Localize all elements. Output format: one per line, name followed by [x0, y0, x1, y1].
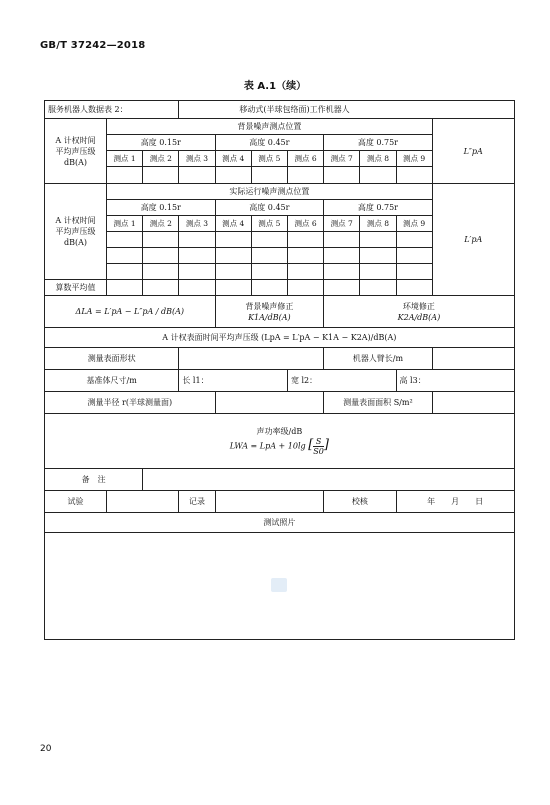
actual-point: 测点 9 [396, 216, 432, 232]
remarks-label: 备 注 [45, 469, 143, 491]
actual-cell [215, 248, 251, 264]
bg-cell [215, 167, 251, 184]
surface-avg-level: A 计权表面时间平均声压级 (LpA = L′pA − K1A − K2A)/dB(A) [45, 328, 515, 348]
avg-cell [143, 280, 179, 296]
arm-length-value [432, 348, 514, 370]
actual-point: 测点 3 [179, 216, 215, 232]
radius-value [215, 392, 324, 414]
actual-point: 测点 8 [360, 216, 396, 232]
actual-cell [143, 248, 179, 264]
actual-cell [287, 248, 323, 264]
bg-cell [287, 167, 323, 184]
test-label: 试验 [45, 491, 107, 513]
actual-cell [107, 264, 143, 280]
actual-cell [360, 248, 396, 264]
actual-symbol: L′pA [432, 184, 514, 296]
actual-cell [324, 264, 360, 280]
sound-power-level: 声功率级/dB LWA = LpA + 10lg [ $\frac{S}{S0}$ ] [45, 414, 515, 469]
bg-point: 测点 9 [396, 151, 432, 167]
bg-point: 测点 4 [215, 151, 251, 167]
actual-point: 测点 7 [324, 216, 360, 232]
actual-cell [107, 232, 143, 248]
actual-cell [107, 248, 143, 264]
area-value [432, 392, 514, 414]
actual-row-label: A 计权时间 平均声压级 dB(A) [45, 184, 107, 280]
actual-point: 测点 1 [107, 216, 143, 232]
avg-cell [324, 280, 360, 296]
bg-point: 测点 8 [360, 151, 396, 167]
actual-cell [251, 232, 287, 248]
actual-cell [324, 232, 360, 248]
bg-cell [143, 167, 179, 184]
test-value [107, 491, 179, 513]
length-field: 长 l1： [179, 370, 288, 392]
image-placeholder-icon [271, 578, 287, 592]
actual-cell [396, 264, 432, 280]
actual-cell [179, 248, 215, 264]
bg-cell [324, 167, 360, 184]
env-correction: 环境修正 K2A/dB(A) [324, 296, 515, 328]
actual-title: 实际运行噪声测点位置 [107, 184, 433, 200]
bg-cell [251, 167, 287, 184]
bg-point: 测点 6 [287, 151, 323, 167]
radius-label: 测量半径 r(半球测量面) [45, 392, 216, 414]
page-number: 20 [40, 744, 52, 754]
robot-type: 移动式(半球包络面)工作机器人 [179, 101, 514, 119]
height-field: 高 l3： [396, 370, 514, 392]
avg-cell [251, 280, 287, 296]
delta-formula: ΔLA = L′pA − L″pA / dB(A) [45, 296, 216, 328]
actual-cell [179, 232, 215, 248]
actual-height-2: 高度 0.45r [215, 200, 324, 216]
bg-point: 测点 2 [143, 151, 179, 167]
actual-point: 测点 5 [251, 216, 287, 232]
bg-cell [360, 167, 396, 184]
actual-cell [143, 264, 179, 280]
actual-height-1: 高度 0.15r [107, 200, 216, 216]
check-label: 校核 [324, 491, 396, 513]
arm-length-label: 机器人臂长/m [324, 348, 433, 370]
bg-title: 背景噪声测点位置 [107, 119, 433, 135]
bg-point: 测点 3 [179, 151, 215, 167]
avg-cell [215, 280, 251, 296]
data-sheet-table [44, 100, 515, 640]
actual-cell [215, 232, 251, 248]
avg-cell [360, 280, 396, 296]
actual-cell [251, 264, 287, 280]
sheet-label: 服务机器人数据表 2： [45, 101, 179, 119]
avg-cell [179, 280, 215, 296]
table-title: 表 A.1（续） [243, 81, 307, 92]
actual-cell [360, 232, 396, 248]
bg-point: 测点 5 [251, 151, 287, 167]
avg-cell [107, 280, 143, 296]
actual-cell [287, 264, 323, 280]
bg-cell [179, 167, 215, 184]
bg-symbol: L″pA [432, 119, 514, 184]
surface-shape-label: 测量表面形状 [45, 348, 179, 370]
record-label: 记录 [179, 491, 215, 513]
actual-cell [396, 232, 432, 248]
bg-row-label: A 计权时间 平均声压级 dB(A) [45, 119, 107, 184]
bg-correction: 背景噪声修正 K1A/dB(A) [215, 296, 324, 328]
actual-cell [143, 232, 179, 248]
actual-point: 测点 6 [287, 216, 323, 232]
photo-area [45, 533, 515, 640]
surface-shape-value [179, 348, 324, 370]
bg-cell [107, 167, 143, 184]
actual-cell [360, 264, 396, 280]
actual-height-3: 高度 0.75r [324, 200, 433, 216]
remarks-value [143, 469, 515, 491]
actual-cell [251, 248, 287, 264]
avg-cell [396, 280, 432, 296]
bg-height-2: 高度 0.45r [215, 135, 324, 151]
actual-cell [396, 248, 432, 264]
standard-code: GB/T 37242—2018 [40, 40, 146, 51]
ref-box-label: 基准体尺寸/m [45, 370, 179, 392]
area-label: 测量表面面积 S/m² [324, 392, 433, 414]
record-value [215, 491, 324, 513]
photo-label: 测试照片 [45, 513, 515, 533]
bg-height-3: 高度 0.75r [324, 135, 433, 151]
avg-cell [287, 280, 323, 296]
bg-point: 测点 7 [324, 151, 360, 167]
bg-height-1: 高度 0.15r [107, 135, 216, 151]
actual-cell [179, 264, 215, 280]
date-field: 年 月 日 [396, 491, 514, 513]
avg-label: 算数平均值 [45, 280, 107, 296]
actual-cell [215, 264, 251, 280]
bg-point: 测点 1 [107, 151, 143, 167]
actual-cell [324, 248, 360, 264]
actual-point: 测点 2 [143, 216, 179, 232]
actual-cell [287, 232, 323, 248]
actual-point: 测点 4 [215, 216, 251, 232]
bg-cell [396, 167, 432, 184]
width-field: 宽 l2： [287, 370, 396, 392]
